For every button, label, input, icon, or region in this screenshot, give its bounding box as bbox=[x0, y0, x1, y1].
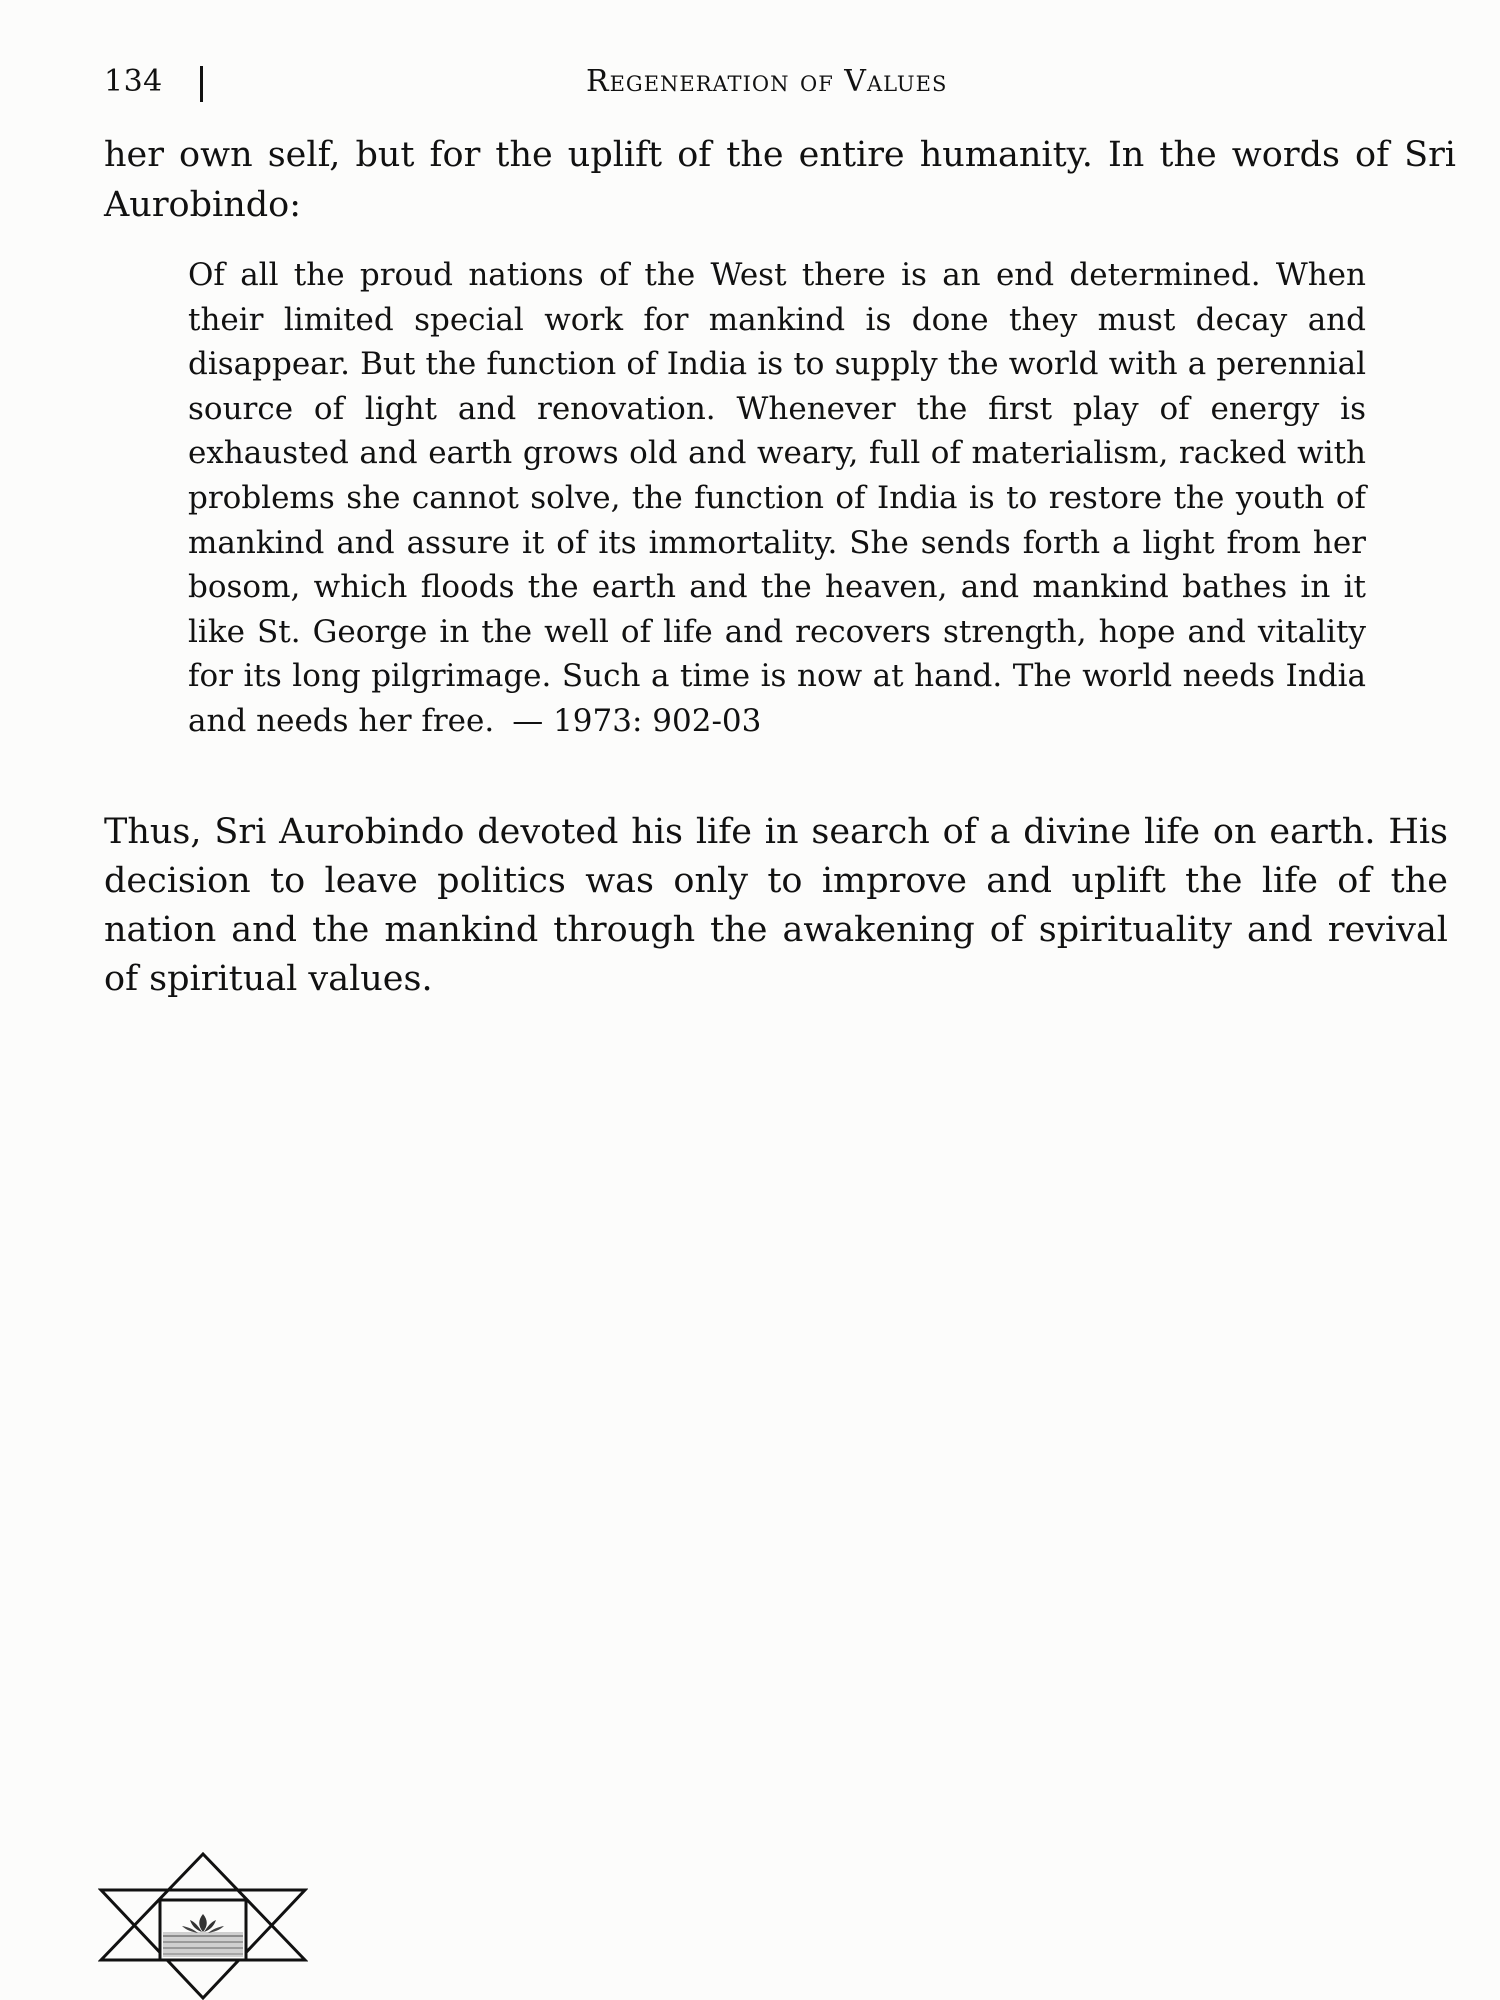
page-number: 134 bbox=[104, 64, 163, 99]
quote-citation: — 1973: 902-03 bbox=[512, 702, 762, 739]
running-title: Regeneration of Values bbox=[586, 64, 948, 99]
header-divider bbox=[200, 66, 203, 102]
intro-paragraph: her own self, but for the uplift of the entire humanity. In the words of Sri Aurobindo: bbox=[104, 135, 1456, 225]
sri-aurobindo-symbol-icon bbox=[98, 1852, 308, 2000]
block-quote bbox=[188, 253, 1366, 744]
quote-text: Of all the proud nations of the West there is an end determined. When their limited special work for mankind is done they must decay and disappear. But the function of India is to supply the world with a perennial source of light and renovation. Whenever the first play of energy is exhausted and earth grows old and weary, full of materialism, racked with problems she cannot solve, the function of India is to restore the youth of mankind and assure it of its immortality. She sends forth a light from her bosom, which floods the earth and the heaven, and mankind bathes in it like St. George in the well of life and recovers strength, hope and vitality for its long pilgrimage. Such a time is now at hand. The world needs India and needs her free. bbox=[188, 257, 1366, 739]
page-header bbox=[104, 60, 1394, 110]
conclusion-paragraph: Thus, Sri Aurobindo devoted his life in search of a divine life on earth. His decision to leave politics was only to improve and uplift the life of the nation and the mankind through the awakening of spirituality and revival of spiritual values. bbox=[104, 812, 1448, 999]
